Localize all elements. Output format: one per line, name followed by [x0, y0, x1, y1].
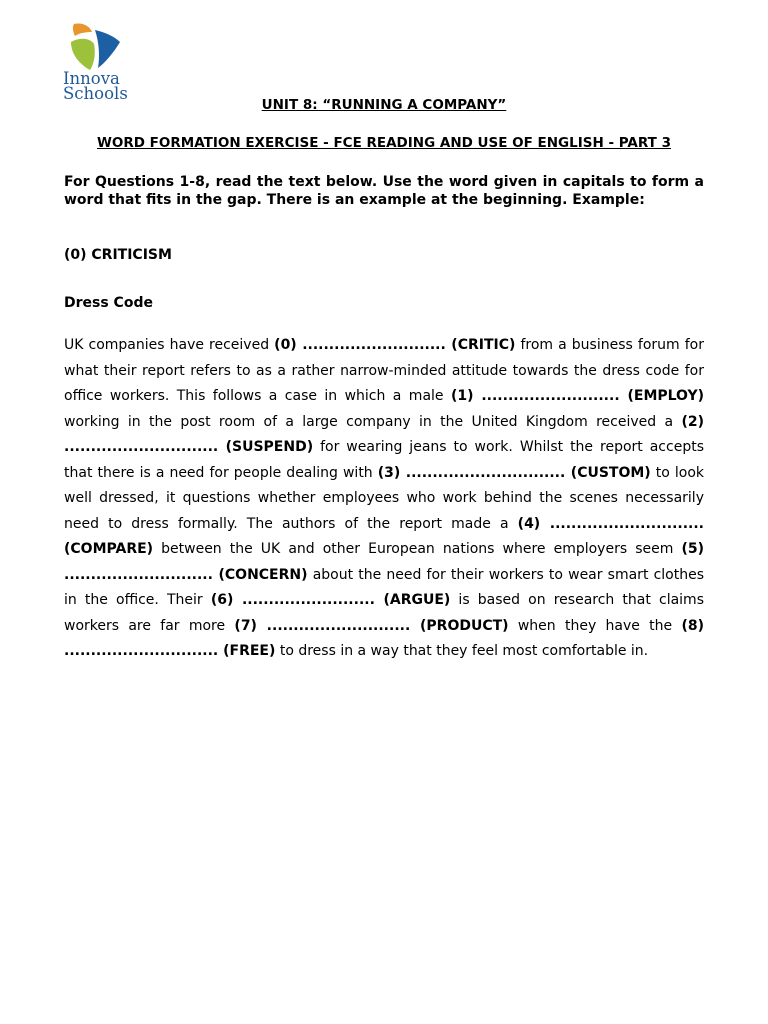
passage-text: to dress in a way that they feel most comfortable in. [275, 643, 649, 659]
gap-8: (8) ............................. (FREE) [64, 617, 705, 659]
logo-text-innova: Innova [63, 69, 120, 88]
logo-text-schools: Schools [63, 84, 128, 103]
gap-1: (1) .......................... (EMPLOY) [450, 388, 704, 404]
passage-text: for wearing jeans to work. Whilst the report accepts that there is a need for people dealing with [64, 439, 704, 481]
gap-3: (3) .............................. (CUSTOM) [377, 464, 651, 481]
gap-4: (4) ............................. (COMPARE) [64, 515, 704, 557]
instructions: For Questions 1-8, read the text below. Use the word given in capitals to form a word that fits in the gap. There is an example at the beginning. Example: [64, 174, 704, 208]
gap-0: (0) ........................... (CRITIC) [274, 337, 516, 353]
gap-7: (7) ........................... (PRODUCT) [234, 617, 509, 634]
passage-text: between the UK and other European nations where employers seem [153, 541, 682, 557]
passage-text: from a business forum for what their report refers to as a rather narrow-minded attitude towards the dress code for office workers. This follows a case in which a male [64, 337, 704, 404]
example-answer: (0) CRITICISM [64, 247, 172, 263]
gap-2: (2) ............................. (SUSPEND) [64, 413, 704, 455]
passage [64, 333, 704, 665]
passage-text: is based on research that claims workers are far more [64, 592, 704, 634]
passage-text: UK companies have received [64, 337, 275, 353]
gap-6: (6) ......................... (ARGUE) [210, 592, 451, 608]
innova-schools-logo [60, 22, 140, 104]
innova-leaf-icon [68, 22, 120, 72]
gap-5: (5) ............................ (CONCERN) [64, 541, 704, 583]
passage-text: to look well dressed, it questions whether employees who work behind the scenes necessarily need to dress formally. The authors of the report made a [64, 464, 704, 532]
text-title: Dress Code [64, 295, 153, 311]
passage-text: working in the post room of a large company in the United Kingdom received a [64, 413, 682, 430]
passage-text: about the need for their workers to wear smart clothes in the office. Their [64, 566, 705, 608]
passage-text: when they have the [508, 617, 682, 634]
unit-title: UNIT 8: “RUNNING A COMPANY” [261, 97, 507, 113]
exercise-title: WORD FORMATION EXERCISE - FCE READING AND USE OF ENGLISH - PART 3 [97, 135, 671, 151]
